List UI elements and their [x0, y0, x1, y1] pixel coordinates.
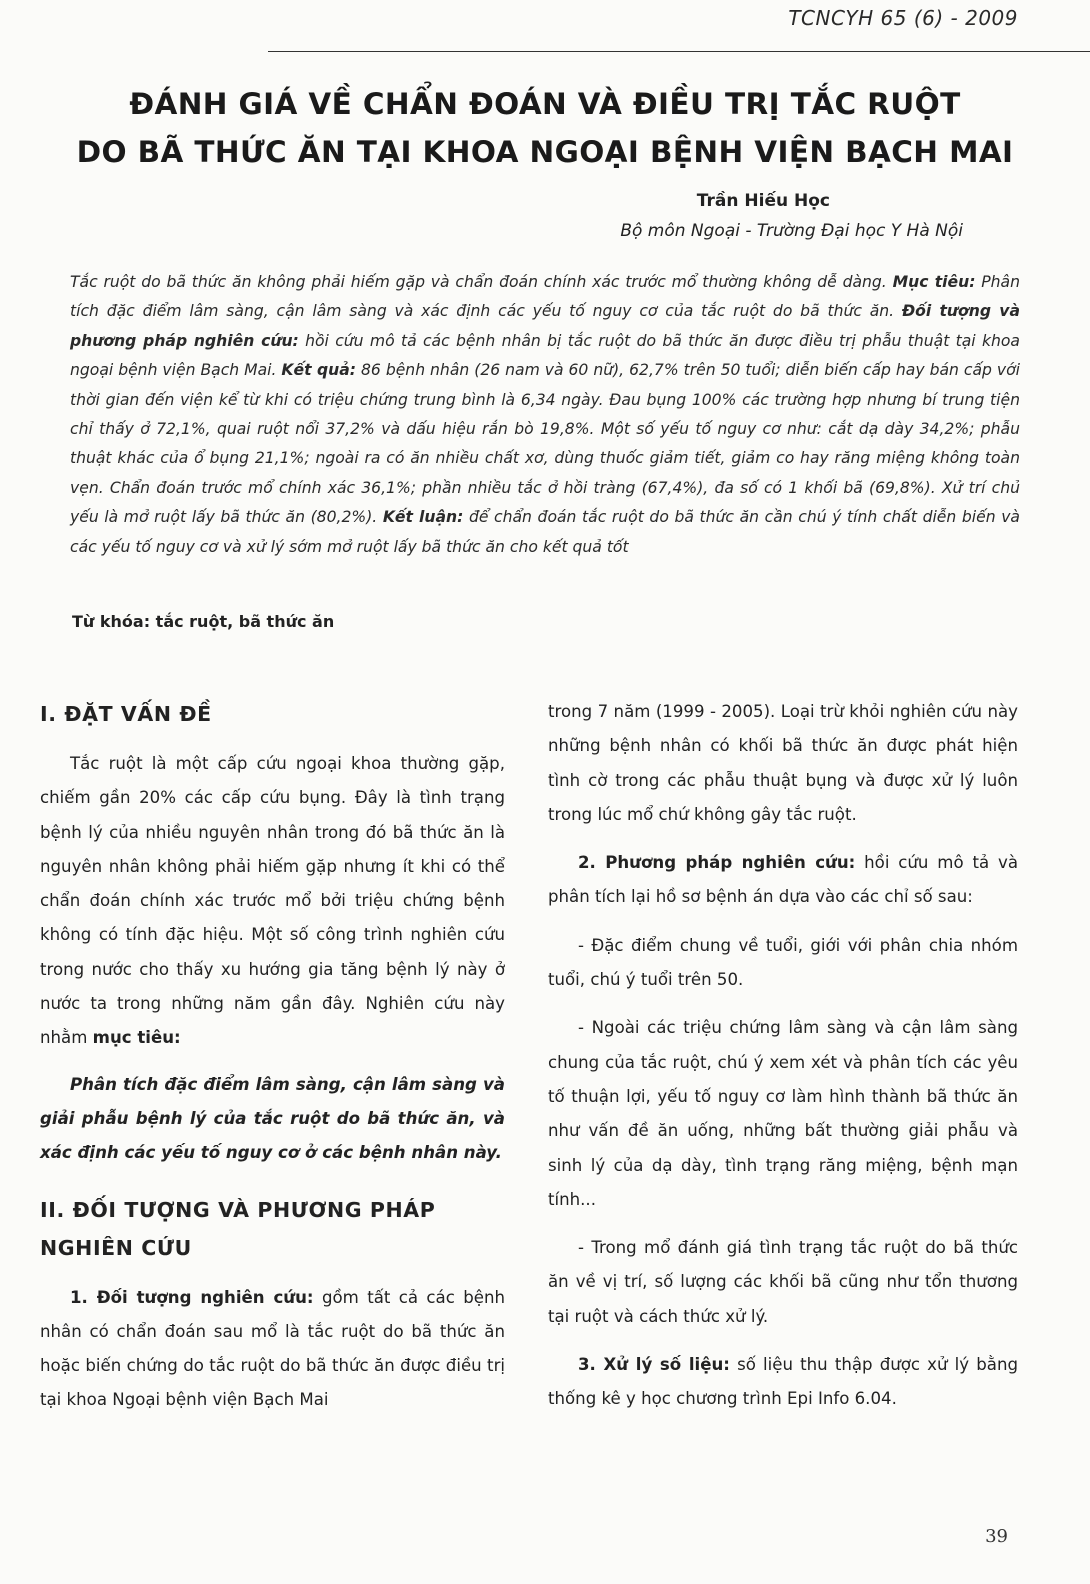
- section-2-heading: II. ĐỐI TƯỢNG VÀ PHƯƠNG PHÁP NGHIÊN CỨU: [40, 1197, 436, 1260]
- abstract-objective-text: Phân tích đặc điểm lâm sàng, cận lâm sàng và xác định các yếu tố nguy cơ của tắc ruột do bã thức ăn.: [70, 273, 1020, 321]
- header-rule: [268, 51, 1090, 52]
- data-paragraph: [548, 1348, 1018, 1417]
- subject-label: 1. Đối tượng nghiên cứu:: [70, 1287, 314, 1307]
- title-line-2: DO BÃ THỨC ĂN TẠI KHOA NGOẠI BỆNH VIỆN BẠCH MAI: [76, 135, 1014, 169]
- data-label: 3. Xử lý số liệu:: [578, 1355, 730, 1375]
- left-column: [40, 695, 505, 1418]
- objective-label: mục tiêu:: [92, 1028, 181, 1048]
- keywords: [72, 612, 334, 631]
- abstract-results-text: 86 bệnh nhân (26 nam và 60 nữ), 62,7% trên 50 tuổi; diễn biến cấp hay bán cấp với thời gian đến viện kể từ khi có triệu chứng trung bình là 6,34 ngày. Đau bụng 100% các trường hợp nhưng bí trung tiện chỉ thấy ở 72,1%, quai ruột nổi 37,2% và dấu hiệu rắn bò 19,8%. Một số yếu tố nguy cơ như: cắt dạ dày 34,2%; phẫu thuật khác của ổ bụng 21,1%; ngoài ra có ăn nhiều chất xơ, dùng thuốc giảm tiết, giảm co hay răng miệng không toàn vẹn. Chẩn đoán trước mổ chính xác 36,1%; phần nhiều tắc ở hồi tràng (67,4%), đa số có 1 khối bã (69,8%). Xử trí chủ yếu là mở ruột lấy bã thức ăn (80,2%).: [70, 361, 1020, 527]
- objective-statement: Phân tích đặc điểm lâm sàng, cận lâm sàng và giải phẫu bệnh lý của tắc ruột do bã thức ăn, và xác định các yếu tố nguy cơ ở các bệnh nhân này.: [40, 1074, 505, 1163]
- subject-paragraph: [40, 1281, 505, 1418]
- title-line-1: ĐÁNH GIÁ VỀ CHẨN ĐOÁN VÀ ĐIỀU TRỊ TẮC RUỘT: [129, 87, 961, 121]
- method-label: 2. Phương pháp nghiên cứu:: [578, 853, 856, 873]
- method-item-2: - Ngoài các triệu chứng lâm sàng và cận lâm sàng chung của tắc ruột, chú ý xem xét và phân tích các yêu tố thuận lợi, yếu tố nguy cơ làm hình thành bã thức ăn như vấn đề ăn uống, những bất thường giải phẫu và sinh lý của dạ dày, tình trạng răng miệng, bệnh mạn tính...: [548, 1018, 1018, 1209]
- author-affiliation: Bộ môn Ngoại - Trường Đại học Y Hà Nội: [620, 221, 963, 241]
- abstract-conclusion-text: để chẩn đoán tắc ruột do bã thức ăn cần chú ý tính chất diễn biến và các yếu tố nguy cơ và xử lý sớm mở ruột lấy bã thức ăn cho kết quả tốt: [70, 508, 1020, 556]
- method-text: hồi cứu mô tả và phân tích lại hồ sơ bệnh án dựa vào các chỉ số sau:: [548, 853, 1018, 907]
- keywords-values: tắc ruột, bã thức ăn: [150, 612, 335, 631]
- abstract-conclusion-label: Kết luận:: [382, 508, 464, 527]
- section-1-heading: I. ĐẶT VẤN ĐỀ: [40, 702, 212, 726]
- section-1-paragraph: [40, 747, 505, 1056]
- continuation-paragraph: trong 7 năm (1999 - 2005). Loại trừ khỏi nghiên cứu này những bệnh nhân có khối bã thức ăn được phát hiện tình cờ trong các phẫu thuật bụng và được xử lý luôn trong lúc mổ chứ không gây tắc ruột.: [548, 702, 1018, 824]
- article-title: [40, 80, 1050, 176]
- data-text: số liệu thu thập được xử lý bằng thống kê y học chương trình Epi Info 6.04.: [548, 1355, 1018, 1409]
- right-column: [548, 695, 1018, 1417]
- method-paragraph: [548, 846, 1018, 915]
- section-1-text: Tắc ruột là một cấp cứu ngoại khoa thường gặp, chiếm gần 20% các cấp cứu bụng. Đây là tình trạng bệnh lý của nhiều nguyên nhân trong đó bã thức ăn là nguyên nhân không phải hiếm gặp nhưng ít khi có thể chẩn đoán chính xác trước mổ bởi triệu chứng bệnh không có tính đặc hiệu. Một số công trình nghiên cứu trong nước cho thấy xu hướng gia tăng bệnh lý này ở nước ta trong những năm gần đây. Nghiên cứu này nhằm: [40, 754, 505, 1048]
- abstract: [70, 268, 1020, 562]
- abstract-methods-label: Đối tượng và phương pháp nghiên cứu:: [70, 302, 1020, 350]
- journal-header: TCNCYH 65 (6) - 2009: [788, 6, 1018, 30]
- subject-text: gồm tất cả các bệnh nhân có chẩn đoán sau mổ là tắc ruột do bã thức ăn hoặc biến chứng do tắc ruột do bã thức ăn được điều trị tại khoa Ngoại bệnh viện Bạch Mai: [40, 1287, 505, 1410]
- abstract-results-label: Kết quả:: [281, 361, 357, 380]
- method-item-3: - Trong mổ đánh giá tình trạng tắc ruột do bã thức ăn về vị trí, số lượng các khối bã cũng như tổn thương tại ruột và cách thức xử lý.: [548, 1238, 1018, 1326]
- abstract-objective-label: Mục tiêu:: [892, 273, 976, 291]
- author-name: Trần Hiếu Học: [696, 191, 830, 211]
- keywords-label: Từ khóa:: [72, 612, 151, 631]
- page-number: 39: [985, 1526, 1008, 1547]
- abstract-methods-text: hồi cứu mô tả các bệnh nhân bị tắc ruột do bã thức ăn được điều trị phẫu thuật tại khoa ngoại bệnh viện Bạch Mai.: [70, 331, 1020, 380]
- abstract-intro: Tắc ruột do bã thức ăn không phải hiếm gặp và chẩn đoán chính xác trước mổ thường không dễ dàng.: [70, 273, 893, 291]
- method-item-1: - Đặc điểm chung về tuổi, giới với phân chia nhóm tuổi, chú ý tuổi trên 50.: [548, 935, 1018, 990]
